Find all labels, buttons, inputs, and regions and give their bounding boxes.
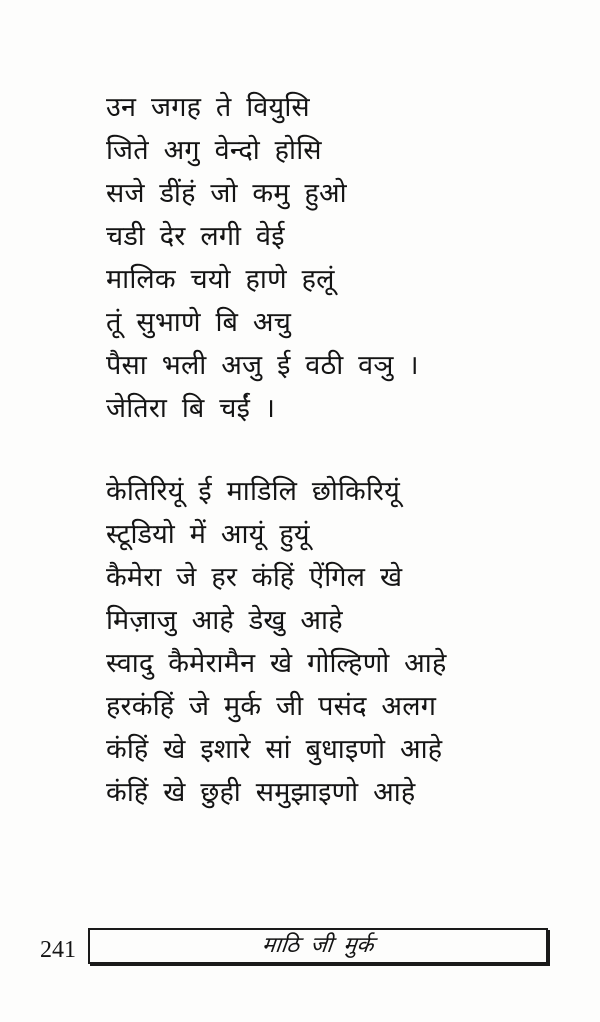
- poem-line: कंहिं खे छुही समुझाइणो आहे: [106, 777, 416, 808]
- poem-line: जिते अगु वेन्दो होसि: [106, 135, 322, 166]
- page-footer: [40, 928, 556, 970]
- poem-stanza-1: [106, 86, 536, 430]
- poem-stanza-2: [106, 470, 536, 814]
- poem-line: हरकंहिं जे मुर्क जी पसंद अलग: [106, 691, 437, 722]
- poem-line: पैसा भली अजु ई वठी वञु ।: [106, 350, 419, 381]
- poem-line: जेतिरा बि चईं ।: [106, 393, 276, 424]
- poem-line: मालिक चयो हाणे हलूं: [106, 264, 335, 295]
- poem-line: कैमेरा जे हर कंहिं ऐंगिल खे: [106, 562, 403, 593]
- poem-line: चडी देर लगी वेई: [106, 221, 285, 252]
- poem-line: केतिरियूं ई माडिलि छोकिरियूं: [106, 476, 401, 507]
- poem-line: कंहिं खे इशारे सां बुधाइणो आहे: [106, 734, 443, 765]
- poem-line: तूं सुभाणे बि अचु: [106, 307, 292, 338]
- poem-line: स्टूडियो में आयूं हुयूं: [106, 519, 310, 550]
- book-title: माठि जी मुर्क: [261, 933, 376, 958]
- poem-line: उन जगह ते वियुसि: [106, 92, 310, 123]
- page-number: 241: [40, 937, 76, 963]
- running-title-box: [88, 928, 548, 964]
- poem-line: सजे डींहं जो कमु हुओ: [106, 178, 347, 209]
- poem-line: मिज़ाजु आहे डेखु आहे: [106, 605, 343, 636]
- poem-line: स्वादु कैमेरामैन खे गोल्हिणो आहे: [106, 648, 447, 679]
